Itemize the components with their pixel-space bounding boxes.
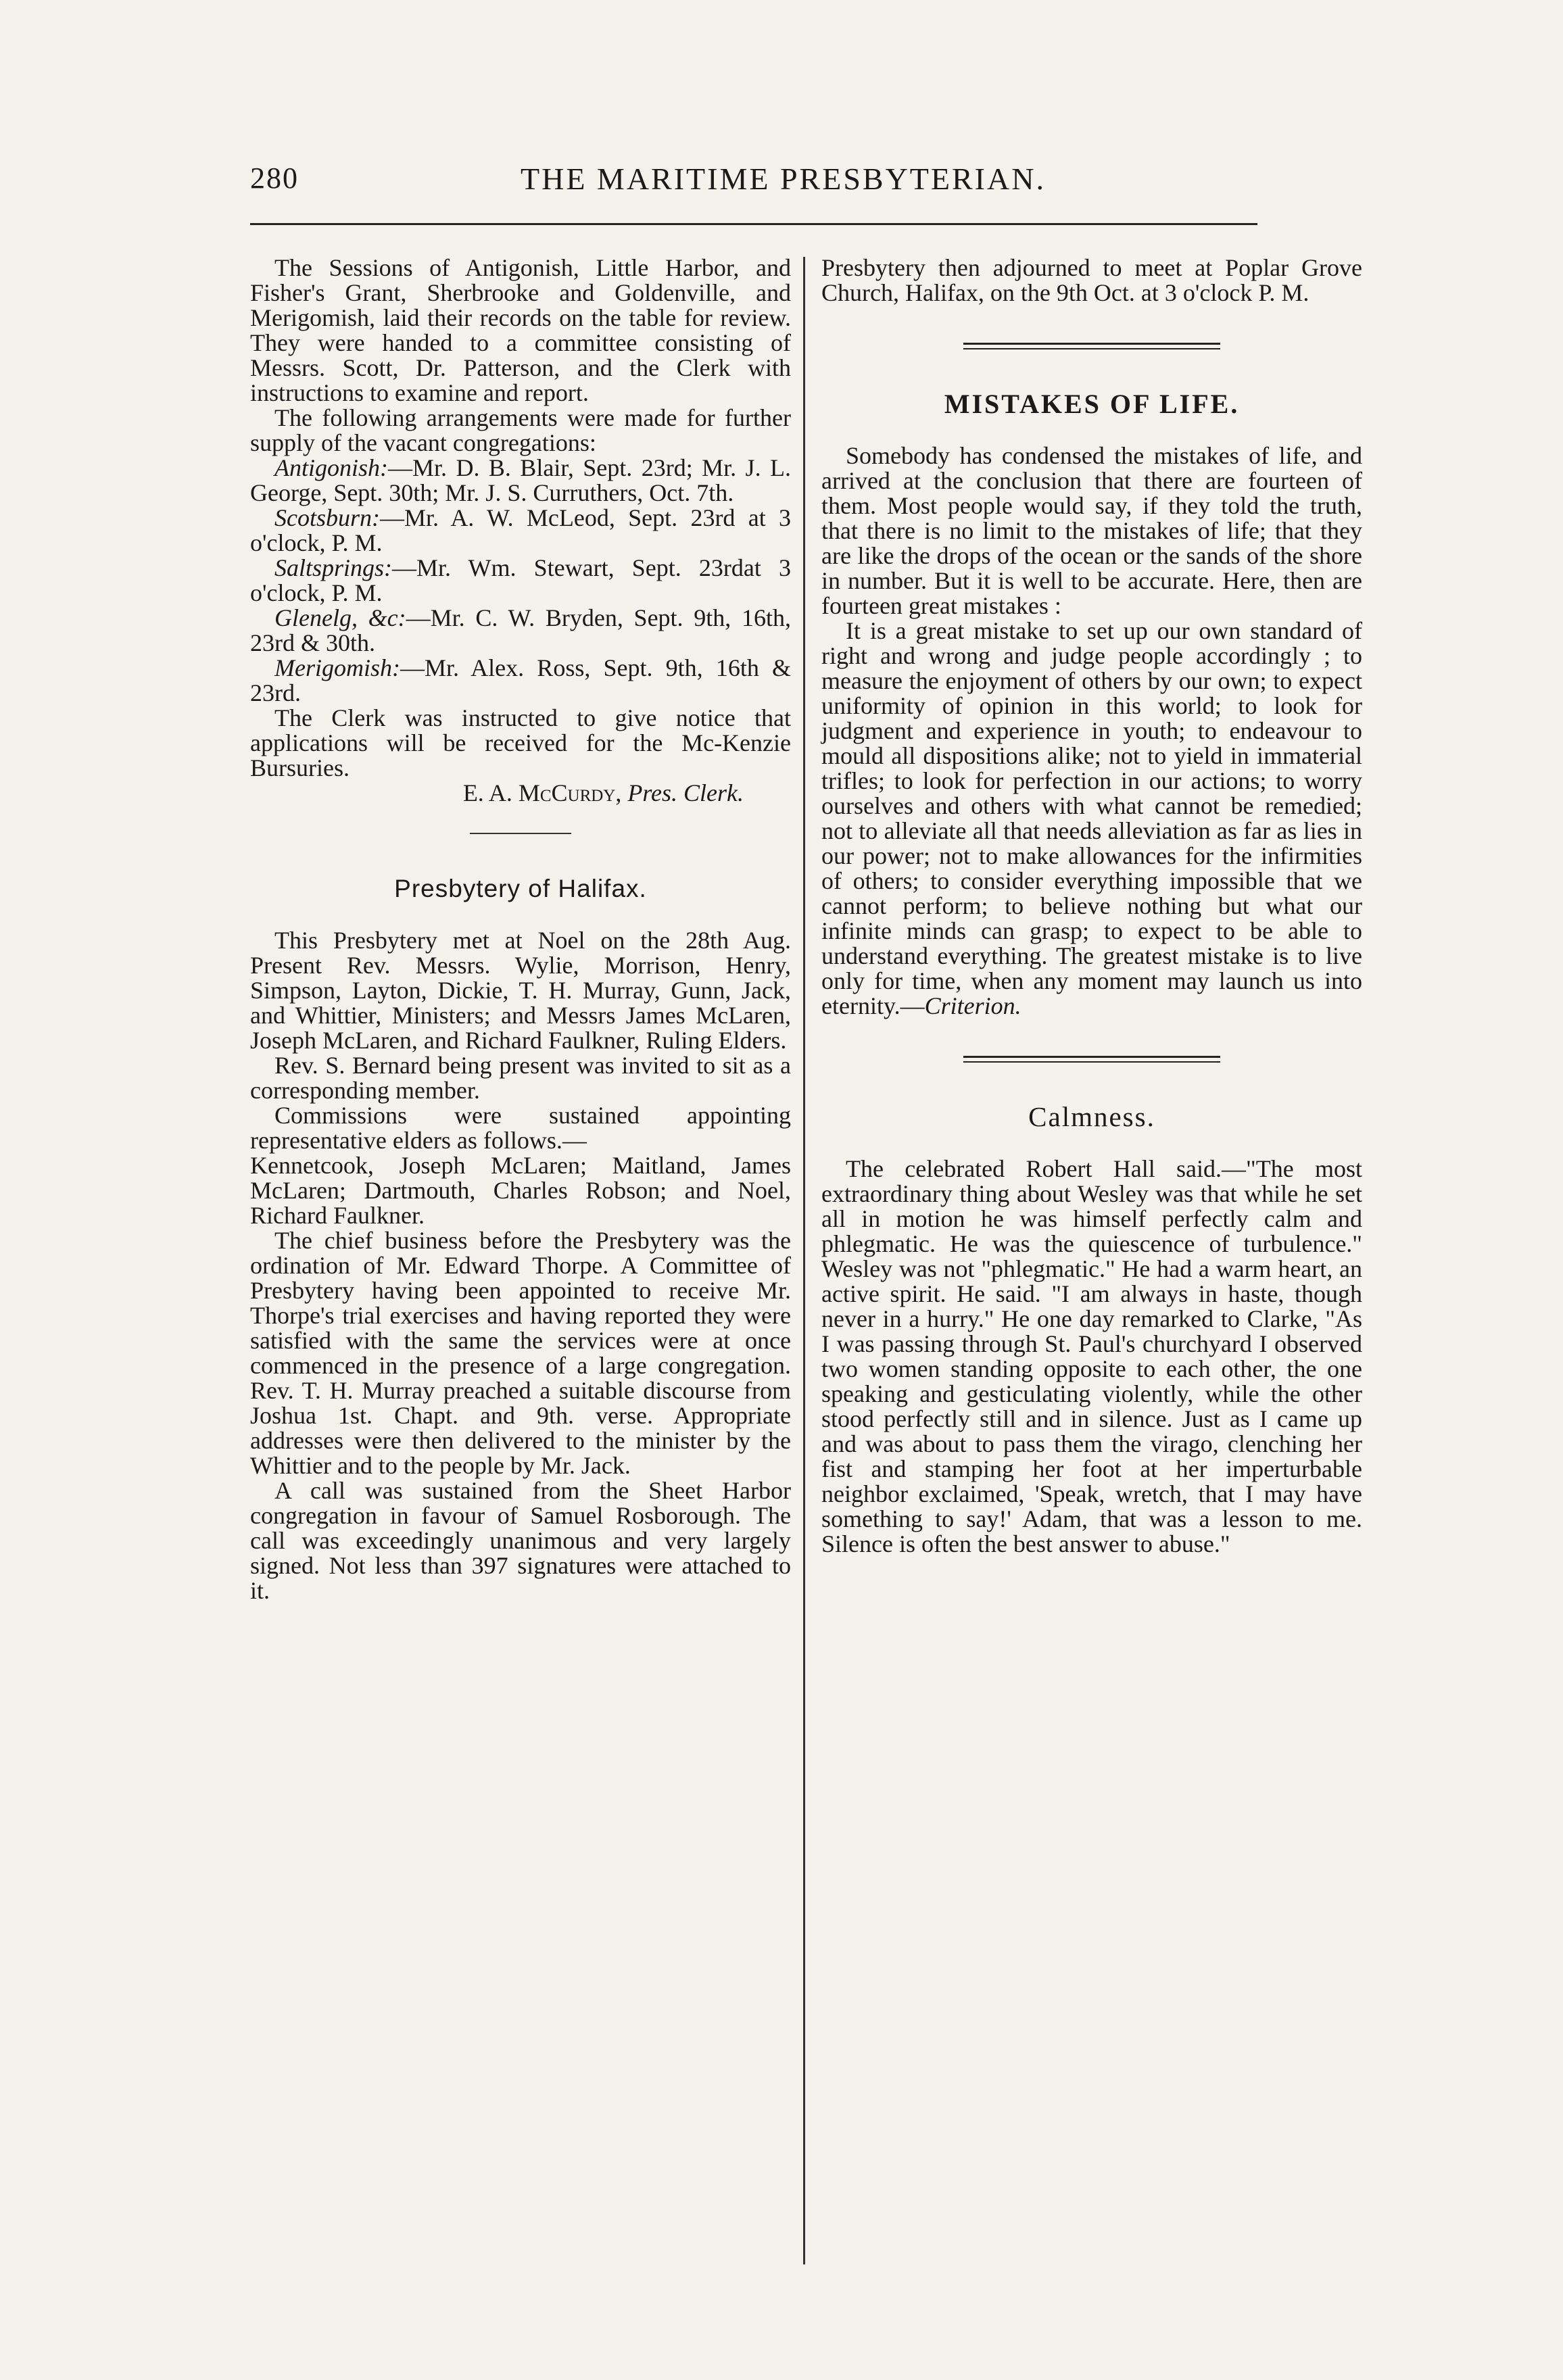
mistakes-source: Criterion. (924, 992, 1021, 1019)
supply-saltsprings (250, 556, 791, 606)
running-title: THE MARITIME PRESBYTERIAN. (521, 162, 1046, 196)
section-rule-double (963, 1056, 1220, 1063)
page-header (250, 161, 1264, 208)
place-name: Merigomish: (274, 654, 400, 681)
paragraph-elders: Kennetcook, Joseph McLaren; Maitland, James McLaren; Dartmouth, Charles Robson; and Noel, Richard Faulkner. (250, 1152, 791, 1229)
place-name: Scotsburn: (274, 504, 380, 531)
paragraph-meeting: This Presbytery met at Noel on the 28th Aug. Present Rev. Messrs. Wylie, Morrison, Henry, Simpson, Layton, Dickie, T. H. Murray, Gunn, Jack, and Whittier, Ministers; and Messrs James McLaren, Joseph McLaren, and Richard Faulkner, Ruling Elders. (250, 927, 791, 1054)
paragraph-calmness: The celebrated Robert Hall said.—"The most extraordinary thing about Wesley was that while he set all in motion he was himself perfectly calm and phlegmatic. He was the quiescence of turbulence." Wesley was not "phlegmatic." He had a warm heart, an active spirit. He said. "I am always in haste, though never in a hurry." He one day remarked to Clarke, "As I was passing through St. Paul's churchyard I observed two women standing opposite to each other, the one speaking and gesticulating violently, while the other stood perfectly still and in silence. Just as I came up and was about to pass them the virago, clenching her fist and stamping her foot at her imperturbable neighbor exclaimed, 'Speak, wretch, that I may have something to say!' Adam, that was a lesson to me. Silence is often the best answer to abuse." (821, 1155, 1362, 1557)
paragraph-bernard: Rev. S. Bernard being present was invited to sit as a corresponding member. (250, 1052, 791, 1104)
paragraph-bursuries: The Clerk was instructed to give notice that applications will be received for the Mc-Kenzie Bursuries. (250, 704, 791, 781)
place-name: Antigonish: (274, 454, 388, 481)
paragraph-call: A call was sustained from the Sheet Harbor congregation in favour of Samuel Rosborough. The call was exceedingly unanimous and very largely signed. Not less than 397 signatures were attached to it. (250, 1477, 791, 1604)
section-rule-double (963, 343, 1220, 349)
paragraph-adjourned: Presbytery then adjourned to meet at Poplar Grove Church, Halifax, on the 9th Oct. at 3 o'clock P. M. (821, 254, 1362, 306)
paragraph-commissions: Commissions were sustained appointing representative elders as follows.— (250, 1102, 791, 1154)
place-name: Glenelg, &c: (274, 604, 406, 631)
section-title-halifax: Presbytery of Halifax. (394, 875, 647, 902)
paragraph-arrangements: The following arrangements were made for further supply of the vacant congregations: (250, 404, 791, 456)
paragraph-ordination: The chief business before the Presbytery was the ordination of Mr. Edward Thorpe. A Committee of Presbytery having been appointed to receive Mr. Thorpe's trial exercises and having reported they were satisfied with the same the services were at once commenced in the presence of a large congregation. Rev. T. H. Murray preached a suitable discourse from Joshua 1st. Chapt. and 9th. verse. Appropriate addresses were then delivered to the minister by the Whittier and to the people by Mr. Jack. (250, 1227, 791, 1479)
section-rule (470, 833, 571, 834)
supply-text: —Mr. Wm. Stewart, Sept. 23rdat 3 o'clock, P. M. (250, 554, 791, 606)
place-name: Saltsprings: (274, 554, 393, 581)
header-rule (250, 223, 1257, 225)
section-title-calmness: Calmness. (1028, 1101, 1155, 1132)
supply-antigonish (250, 456, 791, 506)
page-number: 280 (250, 162, 299, 195)
right-column (821, 256, 1362, 1557)
supply-glenelg (250, 606, 791, 656)
paragraph-mistakes-list (821, 618, 1362, 1019)
signature (250, 781, 744, 806)
supply-text: —Mr. C. W. Bryden, Sept. 9th, 16th, 23rd & 30th. (250, 604, 791, 656)
supply-merigomish (250, 656, 791, 706)
supply-text: —Mr. D. B. Blair, Sept. 23rd; Mr. J. L. George, Sept. 30th; Mr. J. S. Curruthers, Oct. 7th. (250, 454, 791, 506)
signature-title: Pres. Clerk. (627, 779, 744, 806)
mistakes-text: It is a great mistake to set up our own standard of right and wrong and judge people accordingly ; to measure the enjoyment of others by our own; to expect uniformity of opinion in this world; to look for judgment and experience in youth; to endeavour to mould all dispositions alike; not to yield in immaterial trifles; to look for perfection in our actions; to worry ourselves and others with what cannot be remedied; not to alleviate all that needs alleviation as far as lies in our power; not to make allowances for the infirmities of others; to consider everything impossible that we cannot perform; to believe nothing but what our infinite minds can grasp; to expect to be able to understand everything. The greatest mistake is to live only for time, when any moment may launch us into eternity.— (821, 617, 1362, 1019)
paragraph-mistakes-intro: Somebody has condensed the mistakes of life, and arrived at the conclusion that there are fourteen of them. Most people would say, if they told the truth, that there is no limit to the mistakes of life; that they are like the drops of the ocean or the sands of the shore in number. But it is well to be accurate. Here, then are fourteen great mistakes : (821, 442, 1362, 619)
supply-text: —Mr. A. W. McLeod, Sept. 23rd at 3 o'clock, P. M. (250, 504, 791, 556)
signature-name: E. A. McCurdy, (462, 779, 622, 806)
column-divider (803, 257, 805, 2264)
section-title-mistakes: MISTAKES OF LIFE. (944, 389, 1240, 419)
supply-scotsburn (250, 506, 791, 556)
supply-text: —Mr. Alex. Ross, Sept. 9th, 16th & 23rd. (250, 654, 791, 706)
left-column (250, 256, 791, 1603)
paragraph-sessions: The Sessions of Antigonish, Little Harbor, and Fisher's Grant, Sherbrooke and Goldenville, and Merigomish, laid their records on the table for review. They were handed to a committee consisting of Messrs. Scott, Dr. Patterson, and the Clerk with instructions to examine and report. (250, 254, 791, 406)
